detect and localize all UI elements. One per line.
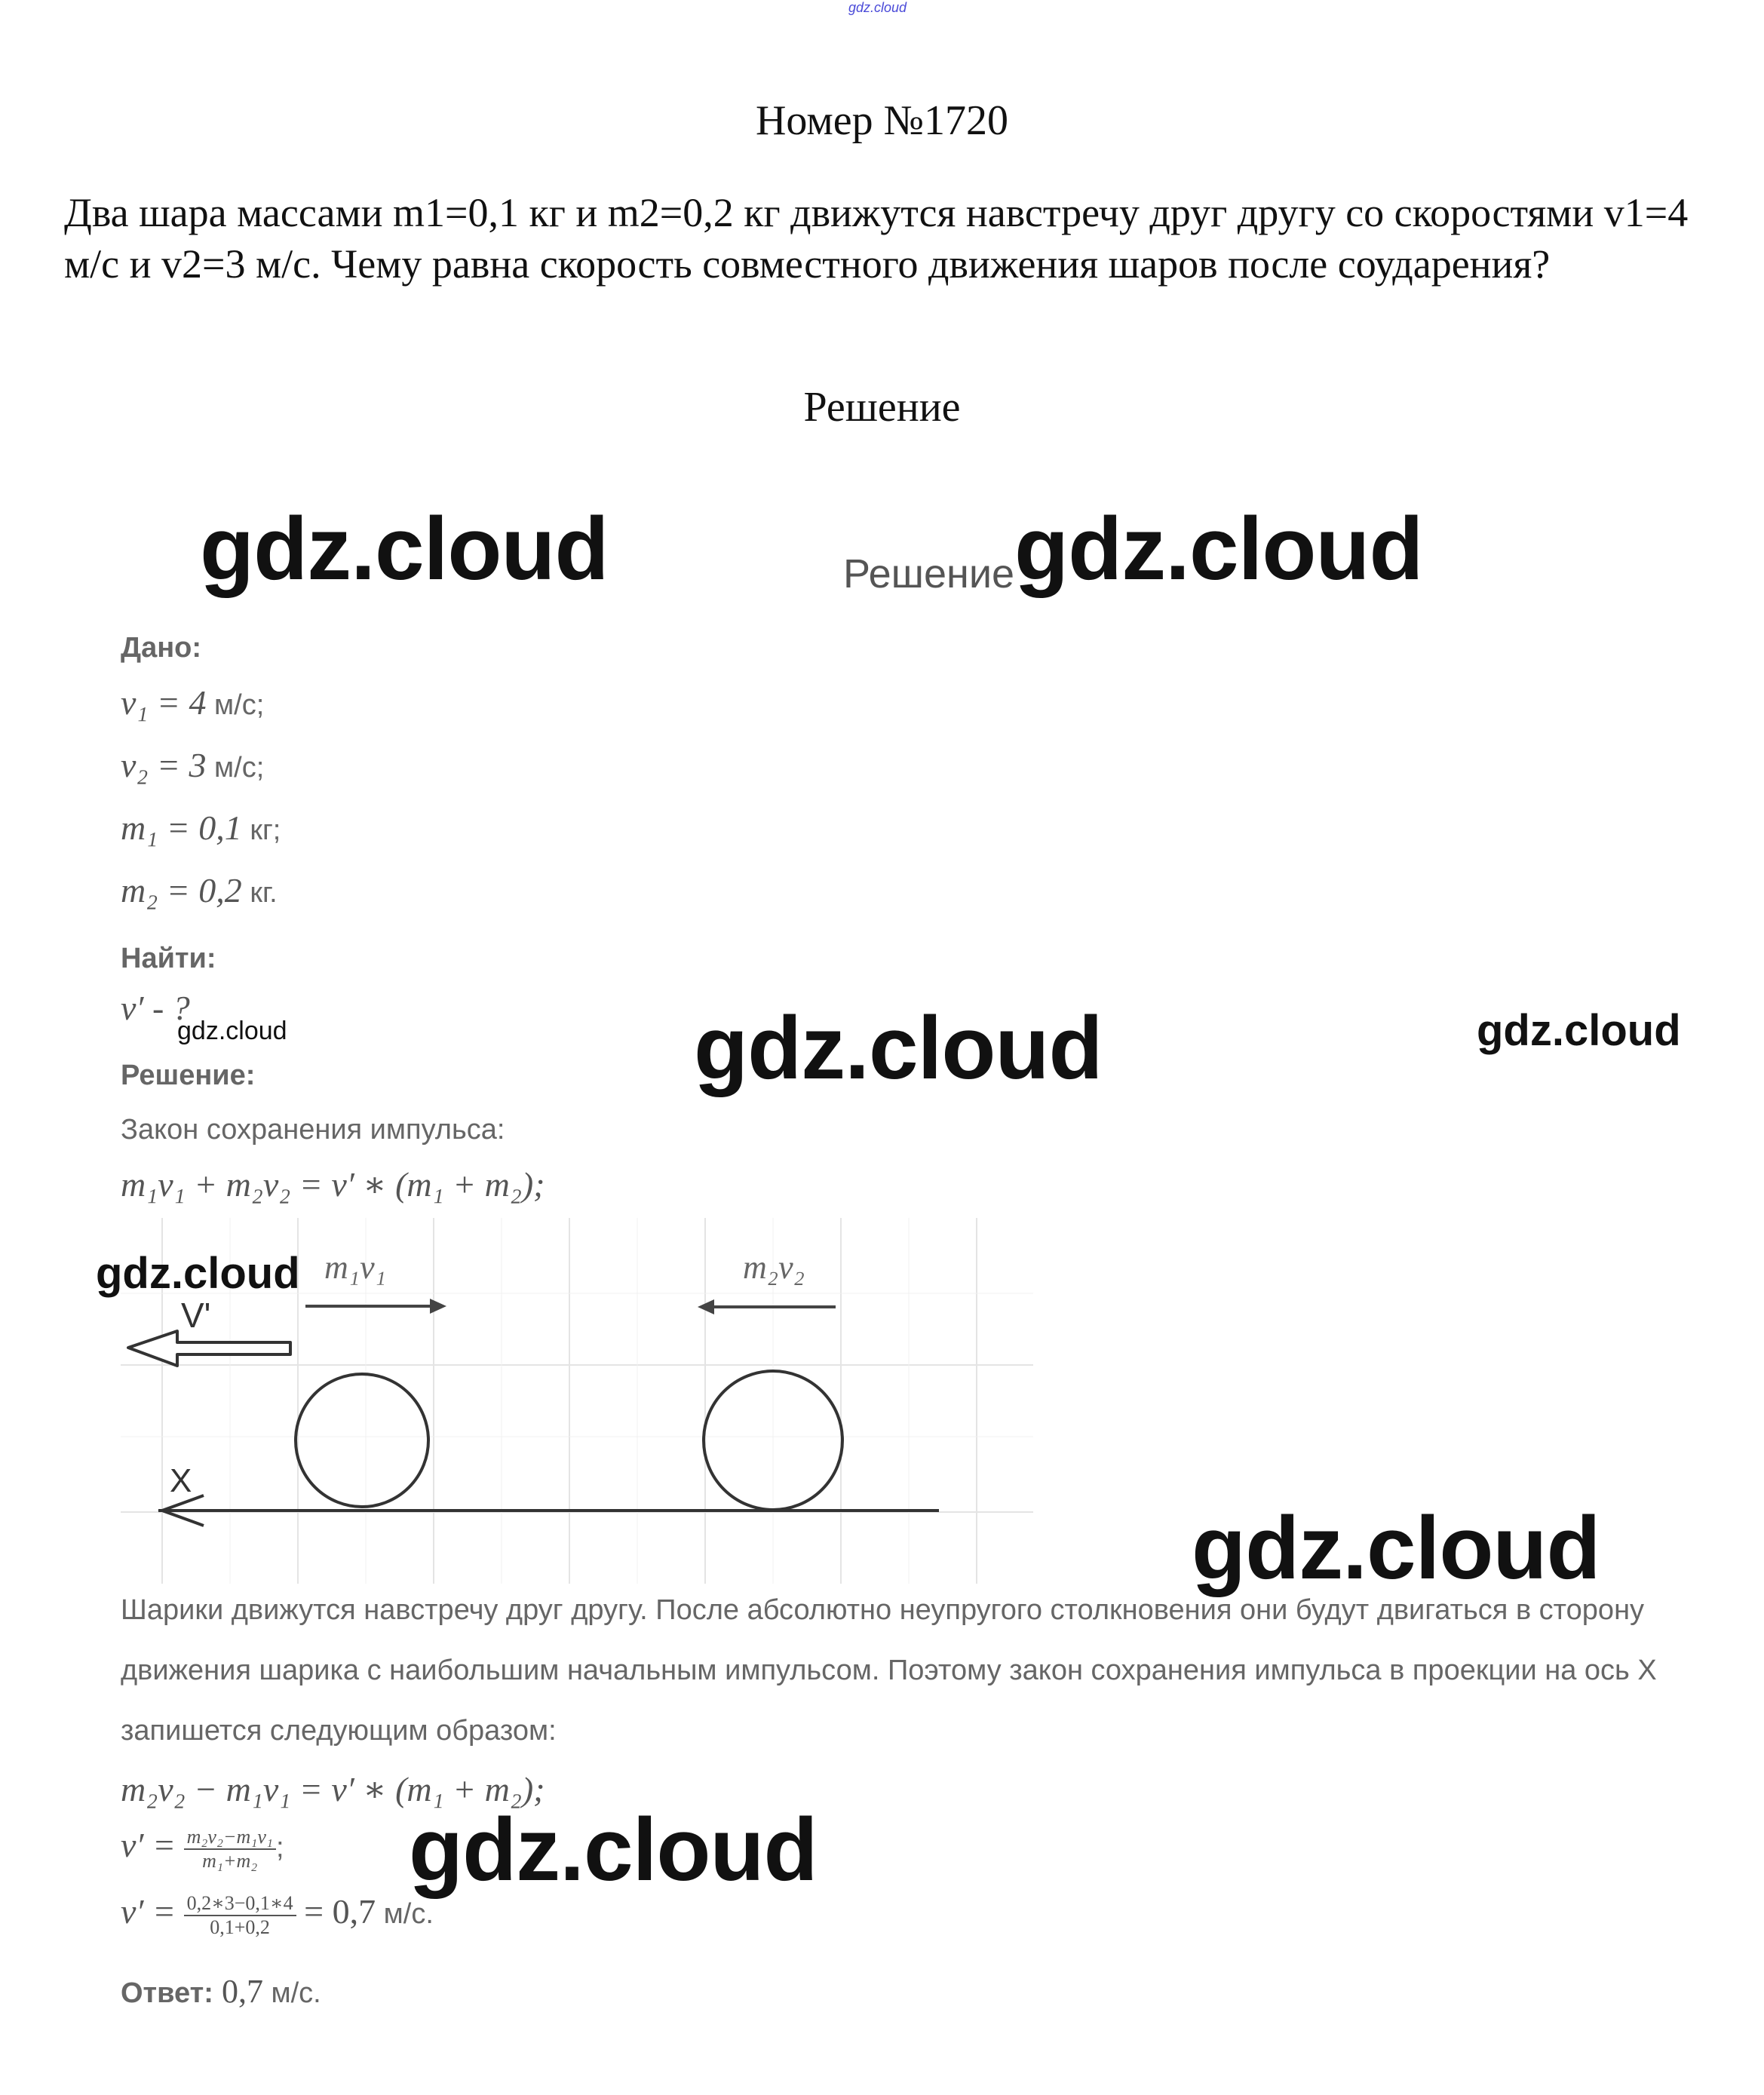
- x-axis-label: X: [170, 1462, 192, 1499]
- equation-2: m₂v₂ − m₁v₁ = v′ ∗ (m₁ + m₂);: [121, 1770, 545, 1808]
- momentum-2-label: m₂v₂: [743, 1249, 805, 1286]
- watermark: gdz.cloud: [409, 1800, 818, 1900]
- equation-3: v′ = $\frac{\text{m₂v₂−m₁v₁}}{\text{m₁+m₂}}$ ;: [121, 1825, 284, 1872]
- page-title: Номер №1720: [755, 97, 1009, 144]
- watermark: gdz.cloud: [177, 1017, 287, 1045]
- equation-4: v′ = $\frac{0,2∗3-0,1∗4}{0,1+0,2}$ = 0,7 м/с.: [121, 1891, 434, 1938]
- law-text: Закон сохранения импульса:: [121, 1114, 505, 1146]
- image-solution-heading: Решение: [843, 551, 1015, 597]
- watermark: gdz.cloud: [200, 499, 609, 599]
- problem-text: Два шара массами m1=0,1 кг и m2=0,2 кг движутся навстречу друг другу со скоростями v1=4 м/с и v2=3 м/с. Чему равна скорость совместного движения шаров после соударения?: [64, 190, 1689, 287]
- site-mark: gdz.cloud: [848, 0, 907, 15]
- watermark: gdz.cloud: [96, 1249, 300, 1298]
- answer: Ответ: 0,7 м/с.: [121, 1973, 321, 2010]
- given-item: m₁ = 0,1 кг;: [121, 808, 281, 847]
- given-item: m₂ = 0,2 кг.: [121, 871, 278, 909]
- equation-1: m₁v₁ + m₂v₂ = v′ ∗ (m₁ + m₂);: [121, 1165, 545, 1204]
- velocity-label: V': [181, 1296, 211, 1335]
- watermark: gdz.cloud: [1192, 1498, 1600, 1598]
- solution-heading: Решение: [803, 384, 961, 431]
- explanation-paragraph: Шарики движутся навстречу друг другу. После абсолютно неупругого столкновения они будут двигаться в сторону движения шарика с наибольшим начальным импульсом. Поэтому закон сохранения импульса в проекции на ось X запишется следующим образом:: [121, 1594, 1657, 1747]
- watermark: gdz.cloud: [694, 998, 1103, 1098]
- given-label: Дано:: [121, 632, 202, 664]
- solution-label: Решение:: [121, 1060, 256, 1091]
- find-value: v′ - ?: [121, 989, 190, 1027]
- find-label: Найти:: [121, 943, 216, 974]
- watermark: gdz.cloud: [1477, 1006, 1681, 1055]
- ball-1: [296, 1374, 428, 1507]
- watermark: gdz.cloud: [1014, 499, 1423, 599]
- velocity-arrow-icon: [128, 1331, 290, 1366]
- momentum-1-label: m₁v₁: [324, 1249, 386, 1286]
- given-item: v₂ = 3 м/с;: [121, 746, 265, 784]
- given-item: v₁ = 4 м/с;: [121, 683, 265, 722]
